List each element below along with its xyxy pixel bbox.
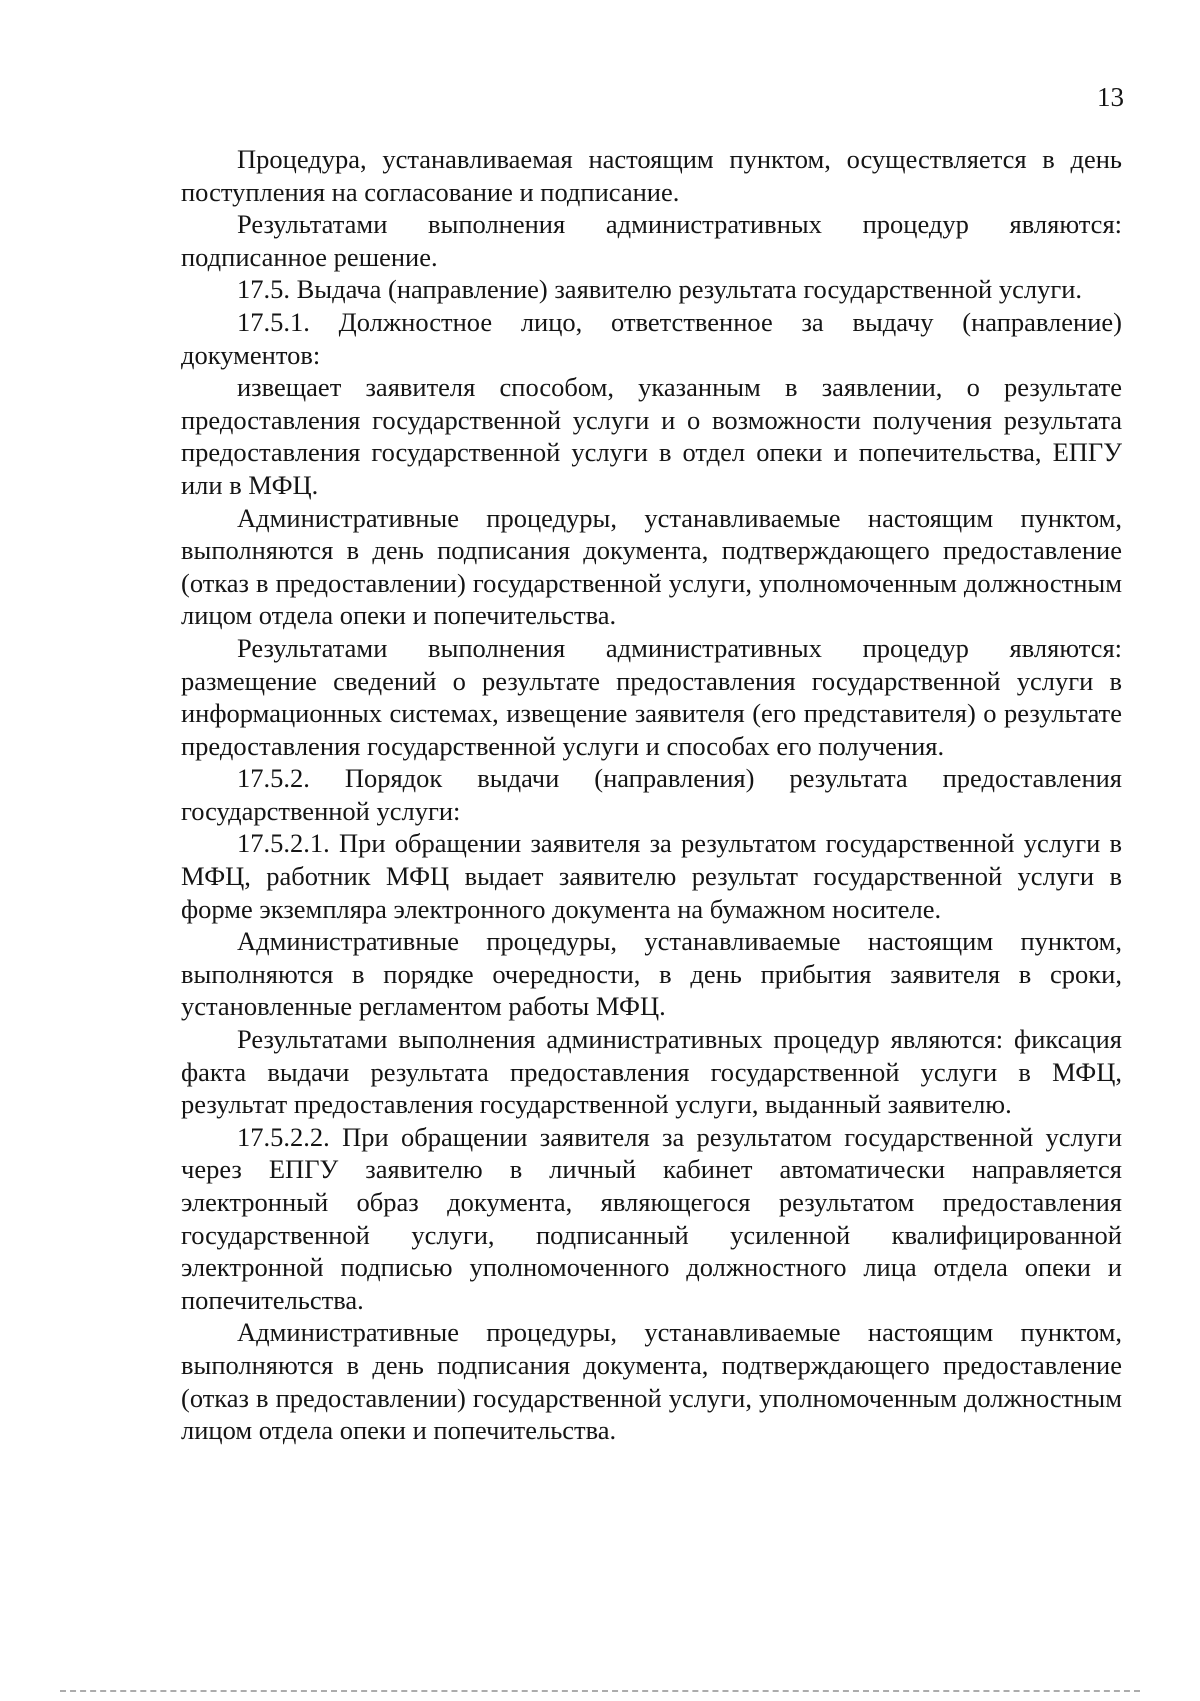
paragraph-17-5-2: 17.5.2. Порядок выдачи (направления) результата предоставления государственной услуги: — [181, 763, 1122, 826]
paragraph-procedure-day: Процедура, устанавливаемая настоящим пунктом, осуществляется в день поступления на согласование и подписание. — [181, 144, 1122, 207]
paragraph-procedures-queue-order: Административные процедуры, устанавливаемые настоящим пунктом, выполняются в порядке очередности, в день прибытия заявителя в сроки, установленные регламентом работы МФЦ. — [181, 926, 1122, 1022]
paragraph-results-signed-decision: Результатами выполнения административных процедур являются: подписанное решение. — [181, 209, 1122, 272]
paragraph-notifies-applicant: извещает заявителя способом, указанным в заявлении, о результате предоставления государственной услуги и о возможности получения результата предоставления государственной услуги в отдел опеки и попечительства, ЕПГУ или в МФЦ. — [181, 372, 1122, 500]
paragraph-results-issuance-fixed: Результатами выполнения административных процедур являются: фиксация факта выдачи результата предоставления государственной услуги в МФЦ, результат предоставления государственной услуги, выданный заявителю. — [181, 1024, 1122, 1120]
paragraph-procedures-signing-day-repeat: Административные процедуры, устанавливаемые настоящим пунктом, выполняются в день подписания документа, подтверждающего предоставление (отказ в предоставлении) государственной услуги, уполномоченным должностным лицом отдела опеки и попечительства. — [181, 1317, 1122, 1446]
paragraph-17-5-heading: 17.5. Выдача (направление) заявителю результата государственной услуги. — [237, 274, 1082, 305]
paragraph-procedures-signing-day: Административные процедуры, устанавливаемые настоящим пунктом, выполняются в день подписания документа, подтверждающего предоставление (отказ в предоставлении) государственной услуги, уполномоченным должностным лицом отдела опеки и попечительства. — [181, 502, 1122, 631]
document-body — [181, 143, 1122, 1447]
paragraph-results-information-systems: Результатами выполнения административных процедур являются: размещение сведений о результате предоставления государственной услуги в информационных системах, извещение заявителя (его представителя) о результате предоставления государственной услуги и способах его получения. — [181, 632, 1122, 761]
paragraph-17-5-1: 17.5.1. Должностное лицо, ответственное за выдачу (направление) документов: — [181, 306, 1122, 370]
paragraph-17-5-2-1: 17.5.2.1. При обращении заявителя за результатом государственной услуги в МФЦ, работник МФЦ выдает заявителю результат государственной услуги в форме экземпляра электронного документа на бумажном носителе. — [181, 828, 1122, 924]
page-number: 13 — [1097, 82, 1124, 112]
page-bottom-rule — [60, 1690, 1140, 1692]
paragraph-17-5-2-2: 17.5.2.2. При обращении заявителя за результатом государственной услуги через ЕПГУ заявителю в личный кабинет автоматически направляется электронный образ документа, являющегося результатом предоставления государственной услуги, подписанный усиленной квалифицированной электронной подписью уполномоченного должностного лица отдела опеки и попечительства. — [181, 1121, 1122, 1315]
